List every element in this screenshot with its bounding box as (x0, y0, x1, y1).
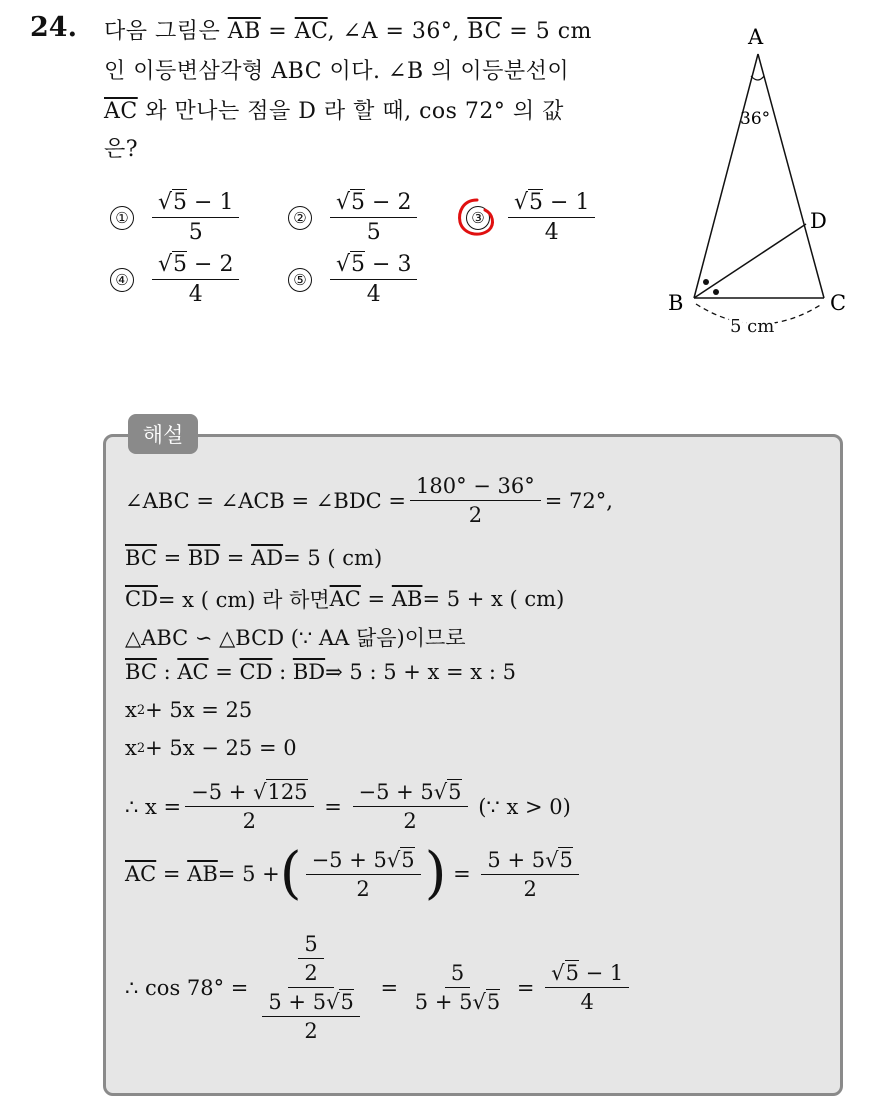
solution-line-6: x 2 + 5x = 25 (125, 698, 253, 722)
question-line-1: 다음 그림은 $\overline{AB} = \overline{AC}$, ∠A = 36°, $\overline{BC} = 5$ cm (104, 19, 592, 44)
solution-line-7: x 2 + 5x − 25 = 0 (125, 736, 297, 760)
question-number: 24. (30, 12, 77, 43)
question-line-4: 은? (104, 137, 139, 162)
choice-4[interactable]: ④ $\frac{√5 - 2}{4}$ (110, 252, 243, 307)
answer-circle-mark (455, 196, 499, 240)
label-D: D (810, 209, 827, 233)
solution-line-4: △ABC ∽ △BCD (∵ AA 닮음)이므로 (125, 626, 466, 650)
question-line-2: 인 이등변삼각형 ABC 이다. ∠B 의 이등분선이 (104, 59, 570, 84)
choice-5[interactable]: ⑤ $\frac{√5 - 3}{4}$ (288, 252, 421, 307)
solution-line-10: ∴ cos 78° = $\frac{\frac{5}{2}}{\frac{5 + 5√5}{2}}$ = $\frac{5}{5 + 5√5}$ = $\frac{√5 - 1}{4}$ (125, 932, 633, 1043)
solution-tag: 해설 (128, 414, 198, 454)
label-B: B (668, 291, 684, 315)
question-line-3: $\overline{AC}$ 와 만나는 점을 D 라 할 때, cos 72° 의 값 (104, 99, 564, 124)
choice-2[interactable]: ② $\frac{√5 - 2}{5}$ (288, 190, 421, 245)
triangle-figure (660, 18, 860, 348)
label-base: 5 cm (730, 316, 775, 337)
label-angle: 36° (740, 109, 771, 129)
choice-1[interactable]: ① $\frac{√5 - 1}{5}$ (110, 190, 243, 245)
solution-line-5: $\overline{BC}$ : $\overline{AC}$ = $\overline{CD}$ : $\overline{BD}$ ⇒ 5 : 5 + x = x : 5 (125, 660, 516, 684)
solution-line-9: $\overline{AC}$ = $\overline{AB}$ = 5 + ( $\frac{-5 + 5√5}{2}$ ) = $\frac{5 + 5√5}{2}$ (125, 846, 583, 902)
solution-line-3: $\overline{CD}$ = x ( cm) 라 하면 $\overline{AC}$ = $\overline{AB}$ = 5 + x ( cm) (125, 587, 565, 612)
choice-3[interactable]: ③ $\frac{√5 - 1}{4}$ (466, 190, 599, 245)
label-C: C (830, 291, 847, 315)
solution-line-1: ∠ABC = ∠ACB = ∠BDC = $\frac{180^\circ - 36^\circ}{2}$ = 72°, (125, 474, 613, 527)
solution-line-8: ∴ x = $\frac{-5 + √125}{2}$ = $\frac{-5 + 5√5}{2}$ (∵ x > 0) (125, 780, 571, 833)
label-A: A (748, 25, 764, 49)
solution-line-2: $\overline{BC}$ = $\overline{BD}$ = $\overline{AD}$ = 5 ( cm) (125, 546, 383, 570)
